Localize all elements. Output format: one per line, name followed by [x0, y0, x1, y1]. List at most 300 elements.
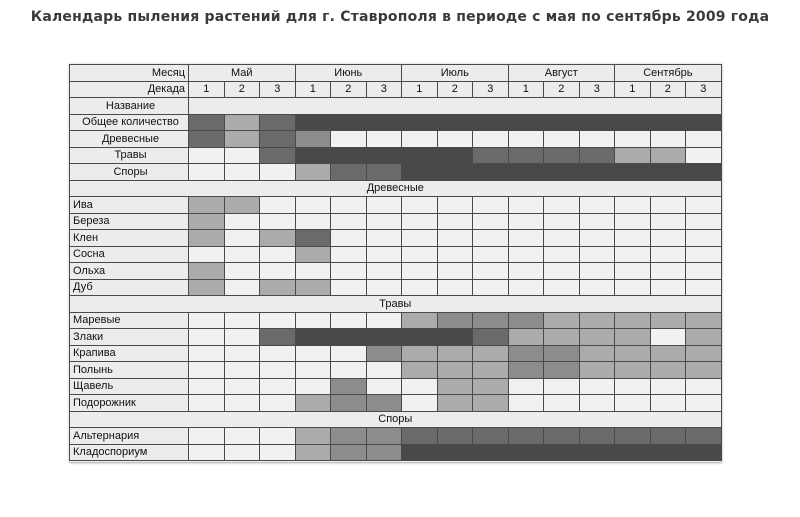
intensity-cell: [686, 131, 722, 148]
plant-row: [70, 428, 722, 445]
intensity-cell: [579, 345, 615, 362]
intensity-cell: [402, 395, 438, 412]
intensity-cell: [615, 246, 651, 263]
intensity-cell: [473, 279, 509, 296]
plant-name: Сосна: [70, 246, 189, 263]
intensity-cell: [473, 428, 509, 445]
plant-name: Клен: [70, 230, 189, 247]
decade-header-cell: 1: [295, 81, 331, 98]
intensity-cell: [402, 362, 438, 379]
decade-header-cell: 2: [437, 81, 473, 98]
intensity-cell: [295, 230, 331, 247]
intensity-cell: [544, 329, 580, 346]
intensity-cell: [331, 114, 367, 131]
intensity-cell: [189, 213, 225, 230]
intensity-cell: [189, 263, 225, 280]
intensity-cell: [295, 428, 331, 445]
intensity-cell: [331, 279, 367, 296]
decade-header-cell: 2: [331, 81, 367, 98]
intensity-cell: [402, 345, 438, 362]
plant-name: Кладоспориум: [70, 444, 189, 461]
intensity-cell: [508, 428, 544, 445]
decade-header-cell: 2: [650, 81, 686, 98]
intensity-cell: [437, 362, 473, 379]
intensity-cell: [189, 147, 225, 164]
intensity-cell: [260, 345, 296, 362]
intensity-cell: [189, 279, 225, 296]
intensity-cell: [615, 345, 651, 362]
intensity-cell: [686, 164, 722, 181]
intensity-cell: [579, 312, 615, 329]
intensity-cell: [686, 345, 722, 362]
intensity-cell: [189, 428, 225, 445]
intensity-cell: [402, 428, 438, 445]
intensity-cell: [686, 428, 722, 445]
intensity-cell: [615, 213, 651, 230]
intensity-cell: [224, 114, 260, 131]
decade-header-cell: 1: [508, 81, 544, 98]
intensity-cell: [295, 395, 331, 412]
intensity-cell: [473, 114, 509, 131]
intensity-cell: [260, 329, 296, 346]
intensity-cell: [650, 444, 686, 461]
plant-row: [70, 263, 722, 280]
intensity-cell: [366, 230, 402, 247]
intensity-cell: [473, 312, 509, 329]
intensity-cell: [650, 213, 686, 230]
intensity-cell: [331, 213, 367, 230]
intensity-cell: [508, 131, 544, 148]
intensity-cell: [260, 131, 296, 148]
intensity-cell: [544, 395, 580, 412]
month-header-cell: Август: [508, 65, 615, 82]
intensity-cell: [189, 131, 225, 148]
intensity-cell: [224, 197, 260, 214]
plant-row: [70, 312, 722, 329]
intensity-cell: [579, 213, 615, 230]
intensity-cell: [295, 114, 331, 131]
summary-row: [70, 114, 722, 131]
plant-name: Альтернария: [70, 428, 189, 445]
intensity-cell: [331, 312, 367, 329]
intensity-cell: [366, 444, 402, 461]
intensity-cell: [260, 395, 296, 412]
intensity-cell: [650, 246, 686, 263]
intensity-cell: [473, 395, 509, 412]
intensity-cell: [544, 147, 580, 164]
intensity-cell: [650, 164, 686, 181]
plant-row: [70, 213, 722, 230]
intensity-cell: [402, 230, 438, 247]
intensity-cell: [295, 147, 331, 164]
decade-header-cell: 1: [402, 81, 438, 98]
intensity-cell: [615, 395, 651, 412]
section-header-row: [70, 411, 722, 428]
intensity-cell: [579, 197, 615, 214]
intensity-cell: [544, 263, 580, 280]
intensity-cell: [437, 230, 473, 247]
intensity-cell: [508, 362, 544, 379]
intensity-cell: [508, 345, 544, 362]
intensity-cell: [295, 378, 331, 395]
intensity-cell: [615, 279, 651, 296]
intensity-cell: [224, 147, 260, 164]
intensity-cell: [402, 114, 438, 131]
plant-row: [70, 197, 722, 214]
intensity-cell: [650, 131, 686, 148]
intensity-cell: [366, 279, 402, 296]
intensity-cell: [295, 312, 331, 329]
intensity-cell: [295, 263, 331, 280]
intensity-cell: [402, 312, 438, 329]
plant-row: [70, 362, 722, 379]
intensity-cell: [437, 329, 473, 346]
intensity-cell: [224, 428, 260, 445]
intensity-cell: [437, 345, 473, 362]
intensity-cell: [224, 395, 260, 412]
plant-row: [70, 345, 722, 362]
plant-name: Дуб: [70, 279, 189, 296]
intensity-cell: [437, 263, 473, 280]
intensity-cell: [260, 428, 296, 445]
intensity-cell: [295, 279, 331, 296]
intensity-cell: [473, 329, 509, 346]
intensity-cell: [473, 147, 509, 164]
intensity-cell: [579, 147, 615, 164]
intensity-cell: [224, 263, 260, 280]
intensity-cell: [650, 395, 686, 412]
intensity-cell: [544, 114, 580, 131]
plant-name: Ива: [70, 197, 189, 214]
intensity-cell: [331, 444, 367, 461]
intensity-cell: [544, 197, 580, 214]
intensity-cell: [686, 263, 722, 280]
intensity-cell: [686, 329, 722, 346]
decade-header-row: [70, 81, 722, 98]
decade-header-cell: 2: [224, 81, 260, 98]
intensity-cell: [295, 444, 331, 461]
intensity-cell: [189, 444, 225, 461]
intensity-cell: [366, 213, 402, 230]
intensity-cell: [508, 147, 544, 164]
intensity-cell: [402, 279, 438, 296]
intensity-cell: [544, 378, 580, 395]
intensity-cell: [295, 197, 331, 214]
intensity-cell: [402, 263, 438, 280]
intensity-cell: [686, 312, 722, 329]
intensity-cell: [366, 147, 402, 164]
intensity-cell: [260, 279, 296, 296]
intensity-cell: [579, 114, 615, 131]
intensity-cell: [224, 345, 260, 362]
intensity-cell: [650, 263, 686, 280]
intensity-cell: [508, 164, 544, 181]
intensity-cell: [402, 444, 438, 461]
intensity-cell: [579, 230, 615, 247]
section-header-row: [70, 296, 722, 313]
name-header-blank: [189, 98, 722, 115]
intensity-cell: [508, 263, 544, 280]
plant-row: [70, 230, 722, 247]
intensity-cell: [508, 213, 544, 230]
intensity-cell: [579, 395, 615, 412]
intensity-cell: [331, 362, 367, 379]
intensity-cell: [366, 263, 402, 280]
plant-name: Маревые: [70, 312, 189, 329]
intensity-cell: [544, 428, 580, 445]
intensity-cell: [189, 197, 225, 214]
intensity-cell: [260, 378, 296, 395]
intensity-cell: [437, 114, 473, 131]
intensity-cell: [686, 114, 722, 131]
summary-row: [70, 164, 722, 181]
intensity-cell: [437, 213, 473, 230]
name-label: Название: [70, 98, 189, 115]
intensity-cell: [260, 362, 296, 379]
plant-name: Полынь: [70, 362, 189, 379]
month-header-cell: Май: [189, 65, 296, 82]
intensity-cell: [615, 147, 651, 164]
intensity-cell: [331, 329, 367, 346]
intensity-cell: [189, 230, 225, 247]
intensity-cell: [508, 329, 544, 346]
intensity-cell: [615, 329, 651, 346]
decade-header-cell: 1: [189, 81, 225, 98]
intensity-cell: [544, 444, 580, 461]
intensity-cell: [366, 114, 402, 131]
intensity-cell: [473, 362, 509, 379]
intensity-cell: [366, 428, 402, 445]
month-header-cell: Сентябрь: [615, 65, 722, 82]
plant-row: [70, 395, 722, 412]
intensity-cell: [508, 114, 544, 131]
intensity-cell: [189, 345, 225, 362]
intensity-cell: [615, 131, 651, 148]
plant-name: Крапива: [70, 345, 189, 362]
intensity-cell: [544, 362, 580, 379]
intensity-cell: [650, 230, 686, 247]
intensity-cell: [366, 164, 402, 181]
intensity-cell: [650, 428, 686, 445]
intensity-cell: [224, 213, 260, 230]
month-header-row: [70, 65, 722, 82]
intensity-cell: [650, 345, 686, 362]
intensity-cell: [224, 444, 260, 461]
decade-label: Декада: [70, 81, 189, 98]
plant-row: [70, 444, 722, 461]
intensity-cell: [686, 197, 722, 214]
intensity-cell: [437, 147, 473, 164]
intensity-cell: [295, 329, 331, 346]
intensity-cell: [437, 279, 473, 296]
intensity-cell: [260, 164, 296, 181]
intensity-cell: [473, 213, 509, 230]
intensity-cell: [331, 164, 367, 181]
intensity-cell: [473, 378, 509, 395]
intensity-cell: [189, 362, 225, 379]
intensity-cell: [366, 312, 402, 329]
intensity-cell: [615, 444, 651, 461]
intensity-cell: [650, 114, 686, 131]
intensity-cell: [544, 312, 580, 329]
intensity-cell: [402, 147, 438, 164]
intensity-cell: [473, 131, 509, 148]
decade-header-cell: 2: [544, 81, 580, 98]
intensity-cell: [224, 329, 260, 346]
intensity-cell: [437, 197, 473, 214]
intensity-cell: [331, 230, 367, 247]
intensity-cell: [295, 345, 331, 362]
intensity-cell: [579, 329, 615, 346]
intensity-cell: [366, 246, 402, 263]
intensity-cell: [224, 312, 260, 329]
intensity-cell: [437, 246, 473, 263]
intensity-cell: [473, 197, 509, 214]
pollen-calendar: [68, 63, 721, 462]
plant-name: Травы: [70, 147, 189, 164]
intensity-cell: [615, 197, 651, 214]
intensity-cell: [615, 312, 651, 329]
intensity-cell: [508, 197, 544, 214]
intensity-cell: [366, 362, 402, 379]
decade-header-cell: 1: [615, 81, 651, 98]
intensity-cell: [508, 378, 544, 395]
intensity-cell: [579, 164, 615, 181]
intensity-cell: [650, 279, 686, 296]
intensity-cell: [579, 428, 615, 445]
intensity-cell: [579, 362, 615, 379]
plant-row: [70, 378, 722, 395]
intensity-cell: [366, 197, 402, 214]
intensity-cell: [437, 164, 473, 181]
decade-header-cell: 3: [686, 81, 722, 98]
intensity-cell: [260, 230, 296, 247]
intensity-cell: [615, 378, 651, 395]
intensity-cell: [331, 378, 367, 395]
month-label: Месяц: [70, 65, 189, 82]
intensity-cell: [295, 362, 331, 379]
intensity-cell: [224, 378, 260, 395]
intensity-cell: [331, 263, 367, 280]
intensity-cell: [579, 246, 615, 263]
month-header-cell: Июнь: [295, 65, 402, 82]
pollen-calendar-table: [69, 64, 722, 461]
intensity-cell: [331, 246, 367, 263]
intensity-cell: [650, 312, 686, 329]
intensity-cell: [437, 131, 473, 148]
intensity-cell: [260, 312, 296, 329]
intensity-cell: [615, 362, 651, 379]
intensity-cell: [544, 213, 580, 230]
intensity-cell: [579, 279, 615, 296]
intensity-cell: [508, 246, 544, 263]
intensity-cell: [686, 378, 722, 395]
intensity-cell: [686, 395, 722, 412]
section-header-row: [70, 180, 722, 197]
summary-row: [70, 147, 722, 164]
intensity-cell: [331, 395, 367, 412]
intensity-cell: [260, 197, 296, 214]
intensity-cell: [295, 213, 331, 230]
intensity-cell: [189, 395, 225, 412]
intensity-cell: [224, 131, 260, 148]
intensity-cell: [189, 246, 225, 263]
intensity-cell: [331, 197, 367, 214]
section-title: Древесные: [70, 180, 722, 197]
intensity-cell: [615, 114, 651, 131]
plant-name: Подорожник: [70, 395, 189, 412]
intensity-cell: [473, 263, 509, 280]
intensity-cell: [437, 395, 473, 412]
intensity-cell: [508, 279, 544, 296]
intensity-cell: [189, 378, 225, 395]
intensity-cell: [189, 114, 225, 131]
intensity-cell: [650, 197, 686, 214]
month-header-cell: Июль: [402, 65, 509, 82]
decade-header-cell: 3: [260, 81, 296, 98]
intensity-cell: [579, 444, 615, 461]
intensity-cell: [366, 131, 402, 148]
plant-name: Щавель: [70, 378, 189, 395]
intensity-cell: [544, 164, 580, 181]
intensity-cell: [544, 230, 580, 247]
intensity-cell: [224, 164, 260, 181]
intensity-cell: [544, 279, 580, 296]
intensity-cell: [295, 131, 331, 148]
intensity-cell: [331, 147, 367, 164]
intensity-cell: [579, 378, 615, 395]
intensity-cell: [508, 444, 544, 461]
intensity-cell: [615, 263, 651, 280]
intensity-cell: [260, 213, 296, 230]
intensity-cell: [402, 378, 438, 395]
intensity-cell: [295, 246, 331, 263]
plant-name: Древесные: [70, 131, 189, 148]
intensity-cell: [579, 131, 615, 148]
intensity-cell: [579, 263, 615, 280]
intensity-cell: [260, 114, 296, 131]
intensity-cell: [686, 230, 722, 247]
intensity-cell: [260, 263, 296, 280]
intensity-cell: [437, 312, 473, 329]
decade-header-cell: 3: [473, 81, 509, 98]
name-header-row: [70, 98, 722, 115]
intensity-cell: [437, 444, 473, 461]
intensity-cell: [366, 378, 402, 395]
intensity-cell: [189, 164, 225, 181]
intensity-cell: [686, 246, 722, 263]
intensity-cell: [224, 279, 260, 296]
intensity-cell: [686, 444, 722, 461]
plant-name: Ольха: [70, 263, 189, 280]
intensity-cell: [331, 345, 367, 362]
intensity-cell: [402, 213, 438, 230]
intensity-cell: [331, 131, 367, 148]
intensity-cell: [544, 345, 580, 362]
intensity-cell: [650, 147, 686, 164]
intensity-cell: [473, 230, 509, 247]
intensity-cell: [295, 164, 331, 181]
intensity-cell: [650, 378, 686, 395]
section-title: Споры: [70, 411, 722, 428]
summary-row: [70, 131, 722, 148]
intensity-cell: [615, 230, 651, 247]
intensity-cell: [189, 312, 225, 329]
plant-row: [70, 279, 722, 296]
intensity-cell: [224, 230, 260, 247]
intensity-cell: [331, 428, 367, 445]
intensity-cell: [402, 197, 438, 214]
